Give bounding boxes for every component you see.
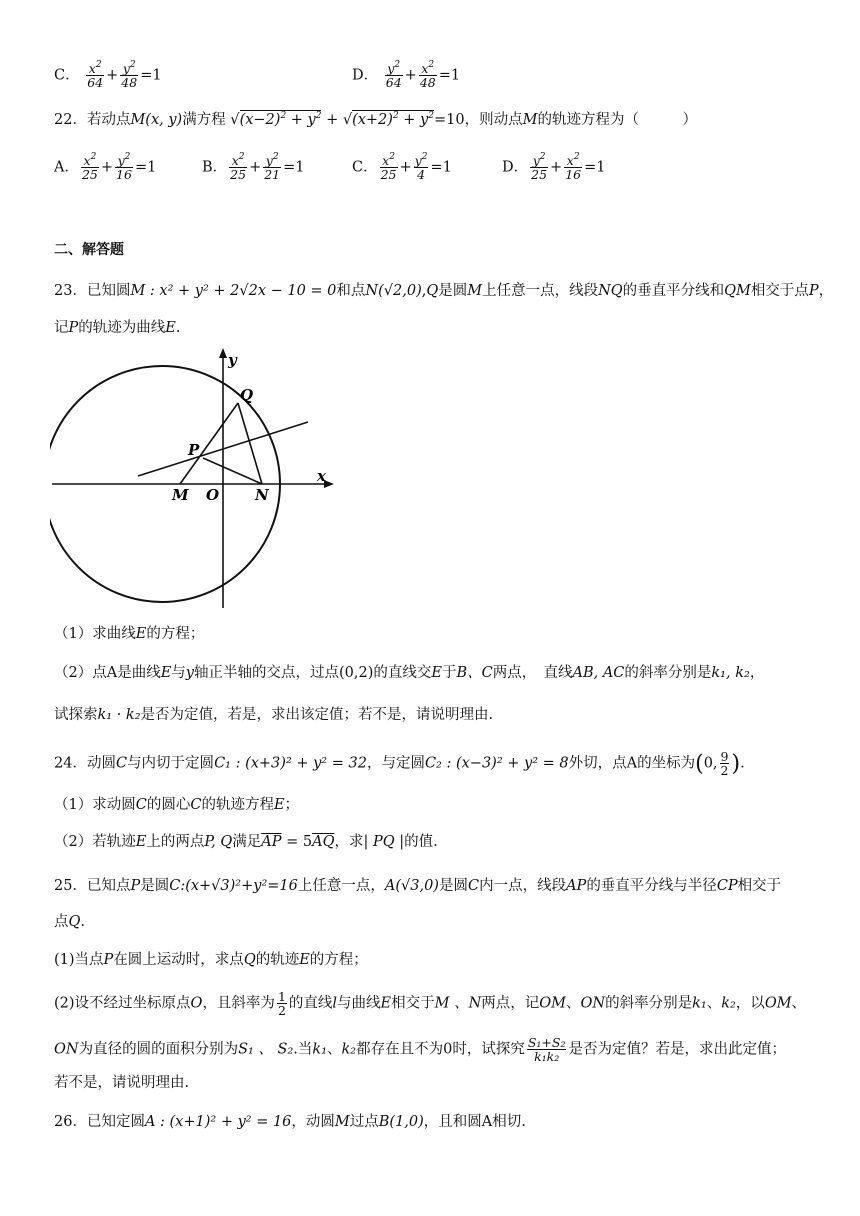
q24-stem: 24．动圆C与内切于定圆C₁ : (x+3)² + y² = 32，与定圆C₂ : (x−3)² + y² = 8外切，点A的坐标为(0, $\frac{9}{2}$ ). — [54, 749, 745, 778]
label-y: y — [228, 351, 237, 369]
q25-part1: (1)当点P在圆上运动时，求点Q的轨迹E的方程； — [54, 952, 368, 968]
q21-option-d: D． $\frac{y^2}{64}$ + $\frac{x^2}{48}$ =1 — [352, 60, 461, 90]
q25-stem-line2: 点Q. — [54, 914, 85, 930]
q25-stem-line1: 25．已知点P是圆C:(x+√3)²+y²=16上任意一点，A(√3,0)是圆C内一点，线段AP的垂直平分线与半径CP相交于 — [54, 878, 782, 894]
q23-stem-line2: 记P的轨迹为曲线E. — [54, 320, 181, 336]
q24-part2: （2）若轨迹E上的两点P, Q满足$\overline{AP} = 5\overline{AQ}$，求| PQ |的值. — [54, 834, 438, 850]
q22-stem: 22．若动点M(x, y)满方程 $√(x-2)^2 + y^2 + √(x+2)^2 + y^2=10$，则动点M的轨迹方程为（ ） — [54, 111, 697, 128]
q25-part2-end: 若不是，请说明理由. — [54, 1075, 190, 1091]
q23-part2: （2）点A是曲线E与y轴正半轴的交点，过点(0,2)的直线交E于B、C两点， 直线AB, AC的斜率分别是k₁, k₂， — [54, 665, 765, 681]
segment-pn — [203, 458, 262, 484]
label-q: Q — [240, 386, 254, 404]
q24-part1: （1）求动圆C的圆心C的轨迹方程E； — [54, 797, 300, 813]
q23-figure — [50, 345, 340, 615]
q22-option-b: B． $\frac{x^2}{25}$ + $\frac{y^2}{21}$ =1 — [202, 152, 305, 182]
q23-part1: （1）求曲线E的方程； — [54, 626, 205, 642]
section-title: 二、解答题 — [54, 242, 124, 258]
q23-stem-line1: 23．已知圆M : x² + y² + 2√2x − 10 = 0和点N(√2,0),Q是圆M上任意一点，线段NQ的垂直平分线和QM相交于点P， — [54, 283, 834, 299]
y-axis-arrow — [219, 348, 227, 358]
q25-part2-cont: ON为直径的圆的面积分别为S₁ 、 S₂.当k₁、k₂都存在且不为0时，试探究 $\frac{\text{S₁+S₂}}{\text{k₁k₂}}$ 是否为定值？若是，求出此定值； — [54, 1035, 786, 1064]
q22-option-c: C． $\frac{x^2}{25}$ + $\frac{y^2}{4}$ =1 — [352, 152, 452, 182]
label-m: M — [172, 486, 189, 504]
q23-part2-cont: 试探索k₁ · k₂是否为定值，若是，求出该定值；若不是，请说明理由. — [54, 707, 494, 723]
q25-part2: (2)设不经过坐标原点O，且斜率为 $\frac{1}{2}$ 的直线l与曲线E相交于M 、N两点，记OM、ON的斜率分别是k₁、k₂，以OM、 — [54, 989, 807, 1018]
q21-option-c: C． $\frac{x^2}{64}$ + $\frac{y^2}{48}$ =1 — [54, 60, 162, 90]
q22-option-d: D． $\frac{y^2}{25}$ + $\frac{x^2}{16}$ =1 — [502, 152, 606, 182]
q22-option-a: A． $\frac{x^2}{25}$ + $\frac{y^2}{16}$ =1 — [54, 152, 157, 182]
label-p: P — [188, 441, 200, 459]
label-o: O — [206, 486, 220, 504]
q26-stem: 26．已知定圆A : (x+1)² + y² = 16，动圆M过点B(1,0)，且和圆A相切. — [54, 1114, 526, 1130]
label-n: N — [255, 486, 269, 504]
label-x: x — [317, 467, 326, 485]
